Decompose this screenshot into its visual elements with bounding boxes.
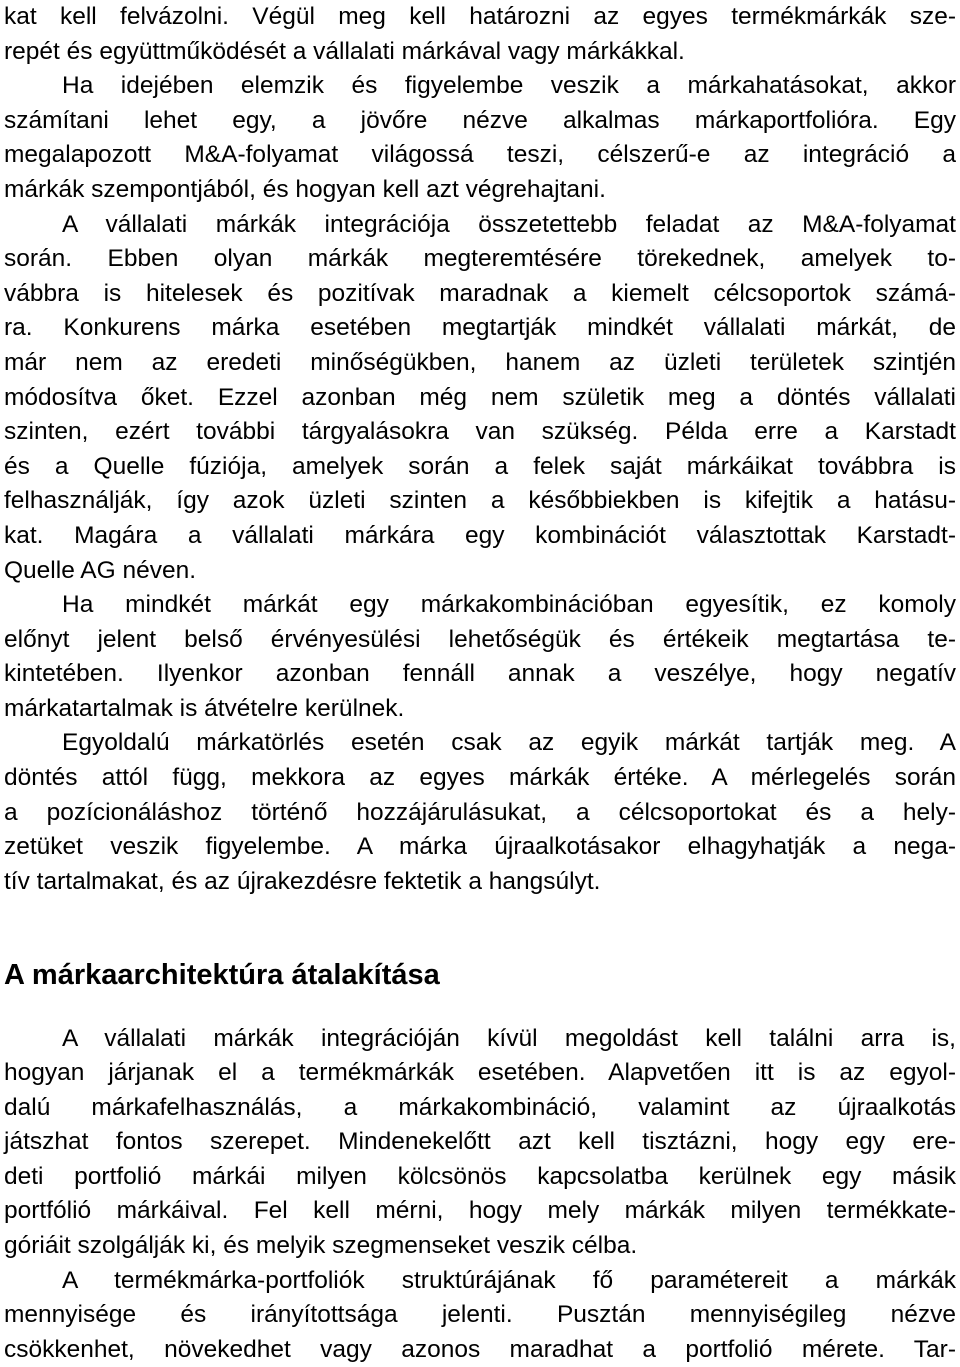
text-line: Egyoldalú márkatörlés esetén csak az egyik márkát tartják meg. A — [62, 729, 956, 757]
text-line: felhasználják, így azok üzleti szinten a későbbiekben is kifejtik a hatásu- — [4, 487, 956, 515]
section-spacer — [4, 899, 956, 931]
text-line: mennyisége és irányítottsága jelenti. Pusztán mennyiségileg nézve — [4, 1301, 956, 1329]
paragraph — [4, 1264, 956, 1367]
paragraph — [4, 726, 956, 899]
text-line: számítani lehet egy, a jövőre nézve alkalmas márkaportfolióra. Egy — [4, 106, 956, 134]
text-line: döntés attól függ, mekkora az egyes márkák értéke. A mérlegelés során — [4, 764, 956, 792]
text-line: márkák szempontjából, és hogyan kell azt végrehajtani. — [4, 175, 606, 203]
text-line: zetüket veszik figyelembe. A márka újraalkotásakor elhagyhatják a nega- — [4, 833, 956, 861]
document-page — [4, 0, 956, 1367]
text-line: megalapozott M&A-folyamat világossá teszi, célszerű-e az integráció a — [4, 141, 956, 169]
text-line: dalú márkafelhasználás, a márkakombináció, valamint az újraalkotás — [4, 1093, 956, 1121]
text-line: tív tartalmakat, és az újrakezdésre fektetik a hangsúlyt. — [4, 867, 601, 895]
text-line: deti portfolió márkái milyen kölcsönös kapcsolatba kerülnek egy másik — [4, 1162, 956, 1190]
paragraph — [4, 69, 956, 207]
text-line: és a Quelle fúziója, amelyek során a felek saját márkáikat továbbra is — [4, 452, 956, 480]
paragraph — [4, 0, 956, 69]
text-line: góriáit szolgálják ki, és melyik szegmenseket veszik célba. — [4, 1232, 638, 1260]
text-line: ra. Konkurens márka esetében megtartják mindkét vállalati márkát, de — [4, 314, 956, 342]
text-line: a pozícionáláshoz történő hozzájárulásukat, a célcsoportokat és a hely- — [4, 798, 956, 826]
text-line: Ha mindkét márkát egy márkakombinációban egyesítik, ez komoly — [62, 591, 956, 619]
text-line: portfólió márkáival. Fel kell mérni, hogy mely márkák milyen termékkate- — [4, 1197, 956, 1225]
text-line: kat. Magára a vállalati márkára egy kombinációt választottak Karstadt- — [4, 521, 956, 549]
text-line: előnyt jelent belső érvényesülési lehetőségük és értékeik megtartása te- — [4, 625, 956, 653]
text-line: játszhat fontos szerepet. Mindenekelőtt azt kell tisztázni, hogy egy ere- — [4, 1128, 956, 1156]
text-line: márkatartalmak is átvételre kerülnek. — [4, 694, 405, 722]
text-line: csökkenhet, növekedhet vagy azonos maradhat a portfolió mérete. Tar- — [4, 1335, 956, 1363]
paragraph — [4, 208, 956, 589]
text-line: A vállalati márkák integrációján kívül megoldást kell találni arra is, — [62, 1024, 956, 1052]
text-line: repét és együttműködését a vállalati márkával vagy márkákkal. — [4, 37, 685, 65]
text-line: kintetében. Ilyenkor azonban fennáll annak a veszélye, hogy negatív — [4, 660, 956, 688]
paragraph — [4, 1022, 956, 1264]
section-heading: A márkaarchitektúra átalakítása — [4, 958, 440, 991]
text-line: Quelle AG néven. — [4, 556, 197, 584]
text-line: módosítva őket. Ezzel azonban még nem születik meg a döntés vállalati — [4, 383, 956, 411]
text-line: szinten, ezért további tárgyalásokra van szükség. Példa erre a Karstadt — [4, 418, 956, 446]
text-line: vábbra is hitelesek és pozitívak maradnak a kiemelt célcsoportok számá- — [4, 279, 956, 307]
text-line: hogyan járjanak el a termékmárkák esetében. Alapvetően itt is az egyol- — [4, 1059, 956, 1087]
text-line: Ha idejében elemzik és figyelembe veszik a márkahatásokat, akkor — [62, 72, 956, 100]
text-line: A termékmárka-portfoliók struktúrájának fő paramétereit a márkák — [62, 1266, 956, 1294]
text-line: kat kell felvázolni. Végül meg kell határozni az egyes termékmárkák sze- — [4, 3, 956, 30]
text-line: során. Ebben olyan márkák megteremtésére törekednek, amelyek to- — [4, 245, 956, 273]
text-line: A vállalati márkák integrációja összetettebb feladat az M&A-folyamat — [62, 210, 956, 238]
text-line: már nem az eredeti minőségükben, hanem az üzleti területek szintjén — [4, 348, 956, 376]
paragraph — [4, 588, 956, 726]
